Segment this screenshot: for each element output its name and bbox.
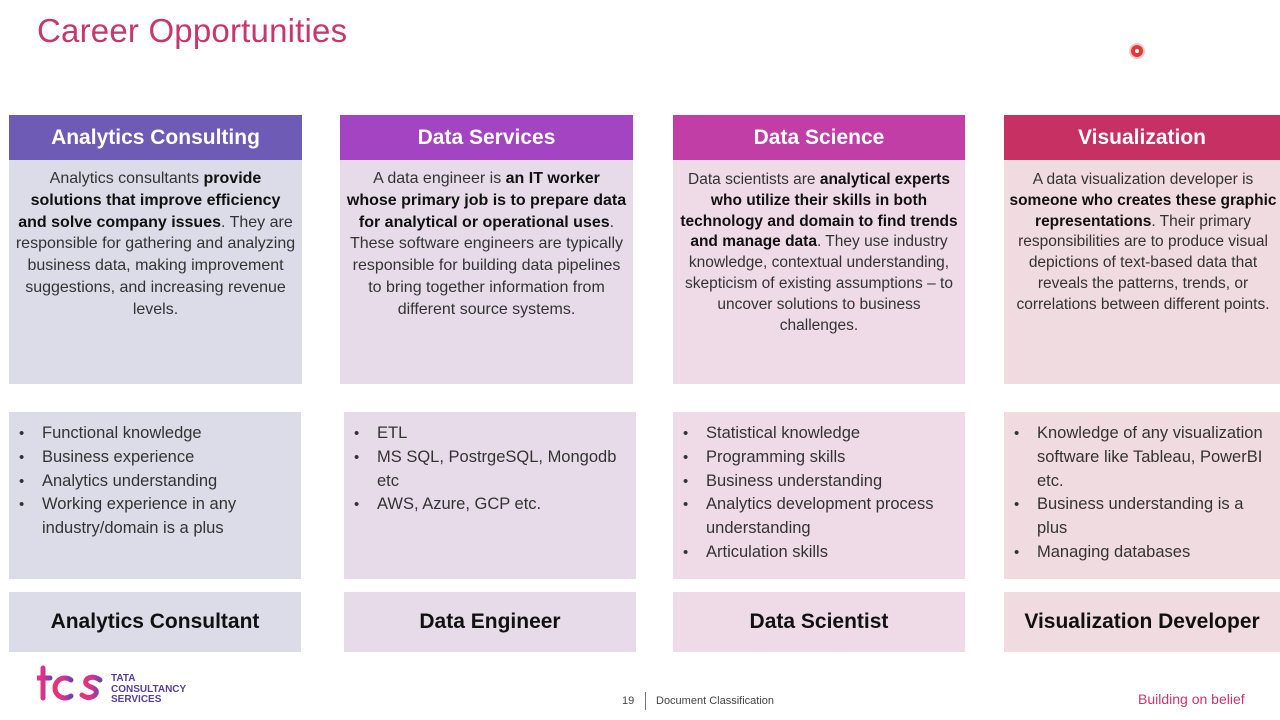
list-item: • Business experience [19,446,291,470]
column-header: Data Science [673,115,965,160]
tcs-logo [37,664,187,713]
record-indicator-icon [1131,45,1143,57]
column-description: Analytics consultants provide solutions that improve efficiency and solve company issues. They are responsible for gathering and analyzing business data, making improvement suggestions, and increasing revenue levels. [9,160,302,384]
tagline: Building on belief [1138,691,1245,707]
column-visualization [1004,115,1280,384]
role-title: Data Scientist [673,592,965,652]
skills-list [344,412,636,579]
list-item: • MS SQL, PostrgeSQL, Mongodb etc [354,446,626,494]
document-classification: Document Classification [656,695,774,707]
column-header: Visualization [1004,115,1280,160]
column-data-services [340,115,633,384]
list-item: • Business understanding is a plus [1014,493,1270,541]
column-header: Analytics Consulting [9,115,302,160]
list-item: • Programming skills [683,446,955,470]
column-header: Data Services [340,115,633,160]
page-title: Career Opportunities [37,12,348,49]
tcs-logo-mark-icon [37,664,107,708]
role-title: Visualization Developer [1004,592,1280,652]
column-description: A data visualization developer is someone who creates these graphic representations. Their primary responsibilities are to produce visual depictions of text-based data that reveals the patterns, trends, or correlations between different points. [1004,160,1280,384]
role-title: Analytics Consultant [9,592,301,652]
list-item: • Statistical knowledge [683,422,955,446]
skills-list [9,412,301,579]
list-item: • Functional knowledge [19,422,291,446]
page-number: 19 [622,695,635,707]
list-item: • ETL [354,422,626,446]
list-item: • AWS, Azure, GCP etc. [354,493,626,517]
column-analytics-consulting [9,115,302,384]
skills-list [1004,412,1280,579]
list-item: • Articulation skills [683,541,955,565]
role-title: Data Engineer [344,592,636,652]
column-description: Data scientists are analytical experts who utilize their skills in both technology and domain to find trends and manage data. They use industry knowledge, contextual understanding, skepticism of existing assumptions – to uncover solutions to business challenges. [673,160,965,384]
list-item: • Analytics understanding [19,470,291,494]
list-item: • Managing databases [1014,541,1270,565]
skills-list [673,412,965,579]
list-item: • Business understanding [683,470,955,494]
tcs-logo-text: TATA CONSULTANCY SERVICES [111,673,187,705]
list-item: • Working experience in any industry/domain is a plus [19,493,291,541]
list-item: • Analytics development process understanding [683,493,955,541]
list-item: • Knowledge of any visualization software like Tableau, PowerBI etc. [1014,422,1270,493]
footer-divider [645,692,646,710]
column-data-science [673,115,965,384]
column-description: A data engineer is an IT worker whose primary job is to prepare data for analytical or operational uses. These software engineers are typically responsible for building data pipelines to bring together information from different source systems. [340,160,633,384]
